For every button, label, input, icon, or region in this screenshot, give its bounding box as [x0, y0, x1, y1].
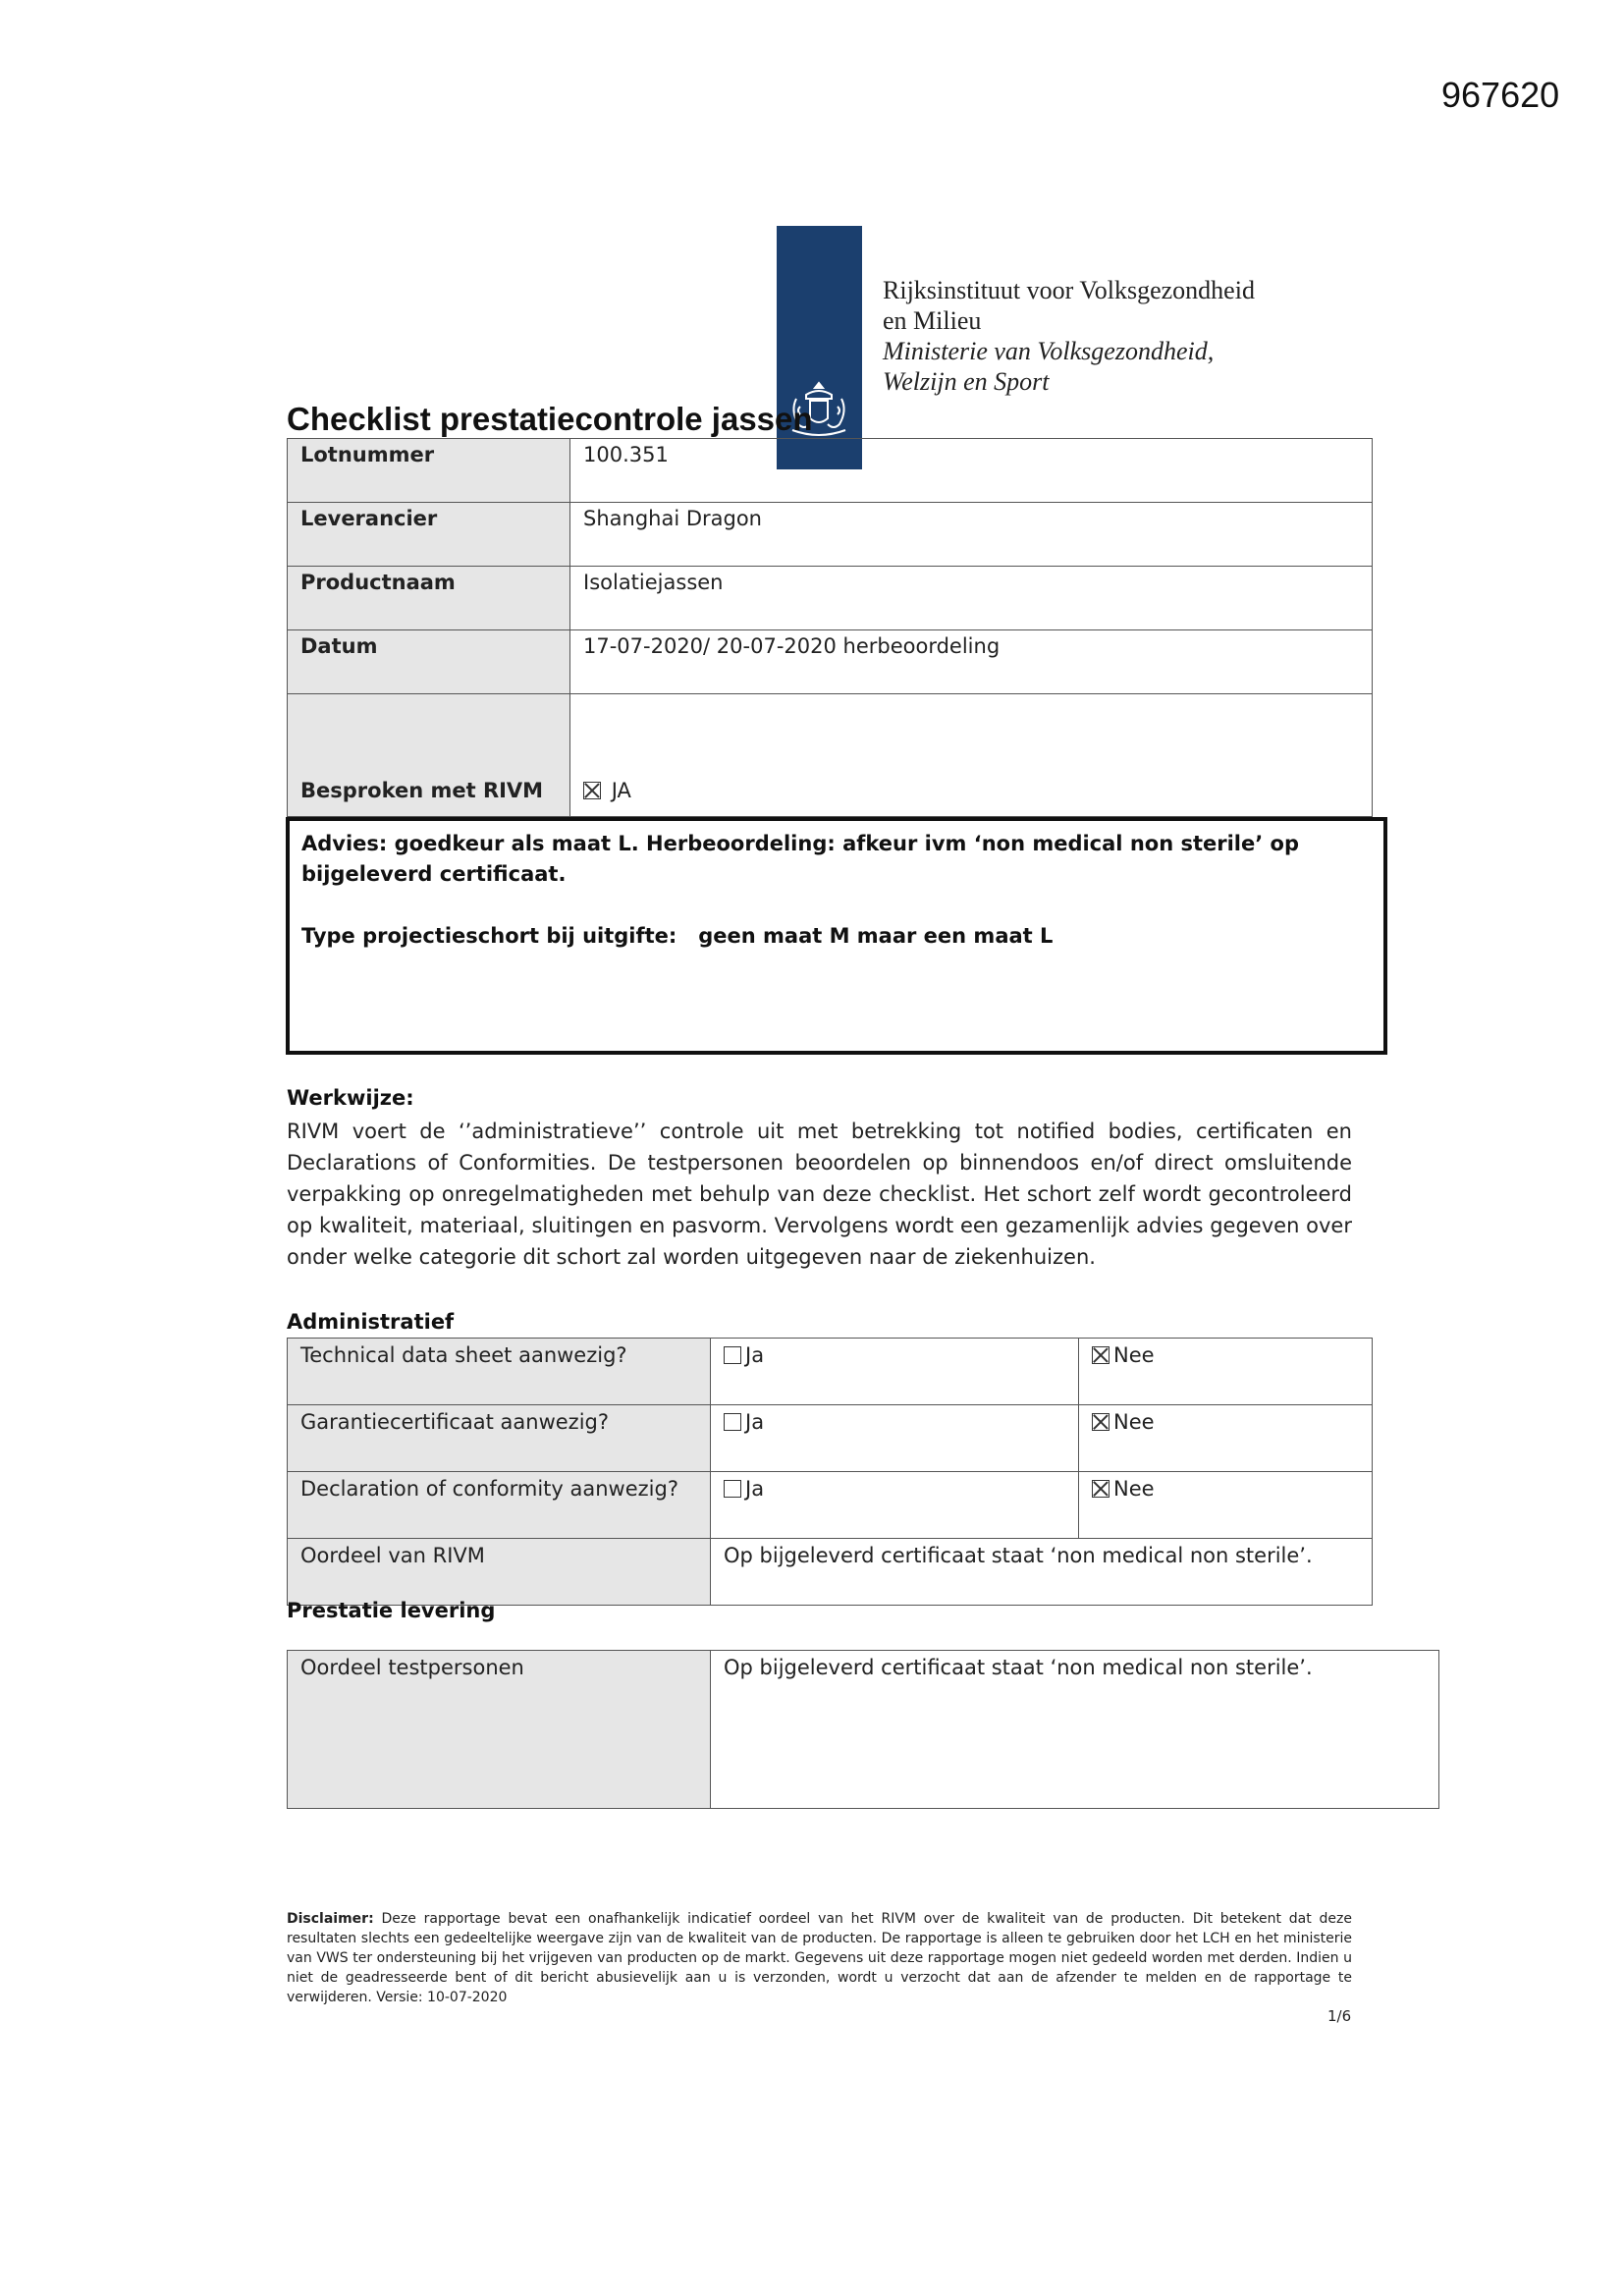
ja-option	[711, 1339, 1079, 1405]
table-row	[288, 1539, 1373, 1606]
werkwijze-heading: Werkwijze:	[287, 1086, 414, 1110]
prestatie-table	[287, 1650, 1439, 1809]
type-value: geen maat M maar een maat L	[698, 924, 1054, 948]
type-label: Type projectieschort bij uitgifte:	[301, 924, 677, 948]
productnaam-label: Productnaam	[288, 567, 570, 630]
table-row	[288, 1472, 1373, 1539]
ja-label: Ja	[745, 1410, 765, 1434]
administratief-heading: Administratief	[287, 1310, 455, 1334]
org-line-1: Rijksinstituut voor Volksgezondheid	[883, 276, 1255, 304]
besproken-label: Besproken met RIVM	[288, 694, 570, 817]
product-info-table	[287, 438, 1373, 817]
prestatie-heading: Prestatie levering	[287, 1599, 496, 1622]
oordeel-rivm-value: Op bijgeleverd certificaat staat ‘non medical non sterile’.	[711, 1539, 1373, 1606]
lotnummer-label: Lotnummer	[288, 439, 570, 503]
table-row	[288, 630, 1373, 694]
nee-option	[1079, 1339, 1373, 1405]
advies-text: Advies: goedkeur als maat L. Herbeoordeling: afkeur ivm ‘non medical non sterile’ op bijgeleverd certificaat.	[301, 832, 1299, 886]
nee-label: Nee	[1113, 1477, 1155, 1501]
table-row	[288, 567, 1373, 630]
ja-label: Ja	[745, 1477, 765, 1501]
org-line-3: Ministerie van Volksgezondheid,	[883, 337, 1215, 365]
advies-box	[286, 817, 1387, 1055]
leverancier-value: Shanghai Dragon	[570, 503, 1373, 567]
checked-checkbox-icon	[1092, 1413, 1110, 1431]
page-title: Checklist prestatiecontrole jassen	[287, 401, 813, 437]
lotnummer-value: 100.351	[570, 439, 1373, 503]
page-number: 1/6	[1327, 2007, 1352, 2025]
table-row	[288, 1339, 1373, 1405]
ja-option	[711, 1472, 1079, 1539]
table-row	[288, 1651, 1439, 1809]
oordeel-testpersonen-value: Op bijgeleverd certificaat staat ‘non medical non sterile’.	[711, 1651, 1439, 1809]
administratief-table	[287, 1338, 1373, 1606]
table-row	[288, 694, 1373, 817]
nee-option	[1079, 1405, 1373, 1472]
organization-name	[883, 275, 1255, 397]
nee-option	[1079, 1472, 1373, 1539]
productnaam-value: Isolatiejassen	[570, 567, 1373, 630]
disclaimer-label: Disclaimer:	[287, 1911, 374, 1927]
besproken-value	[570, 694, 1373, 817]
werkwijze-text: RIVM voert de ‘’administratieve’’ controle uit met betrekking tot notified bodies, certificaten en Declarations of Conformities. De testpersonen beoordelen op binnendoos en/of direct omsluitende verpakking op onregelmatigheden met behulp van deze checklist. Het schort zelf wordt gecontroleerd op kwaliteit, materiaal, sluitingen en pasvorm. Vervolgens wordt een gezamenlijk advies gegeven over onder welke categorie dit schort zal worden uitgegeven naar de ziekenhuizen.	[287, 1120, 1352, 1269]
disclaimer-text: Deze rapportage bevat een onafhankelijk indicatief oordeel van het RIVM over de kwaliteit van de producten. Dit betekent dat deze resultaten slechts een gedeeltelijke weergave zijn van de kwaliteit van de producten. De rapportage is alleen te gebruiken door het LCH en het ministerie van VWS ter ondersteuning bij het vrijgeven van producten op de markt. Gegevens uit deze rapportage mogen niet gedeeld worden met derden. Indien u niet de geadresseerde bent of dit bericht abusievelijk aan u is verzonden, wordt u verzocht dat aan de afzender te melden en de rapportage te verwijderen. Versie: 10-07-2020	[287, 1911, 1352, 2005]
nee-label: Nee	[1113, 1343, 1155, 1367]
ja-option	[711, 1405, 1079, 1472]
checked-checkbox-icon	[583, 782, 601, 799]
ja-label: Ja	[745, 1343, 765, 1367]
table-row	[288, 503, 1373, 567]
type-projectieschort	[301, 921, 1372, 952]
oordeel-testpersonen-label: Oordeel testpersonen	[288, 1651, 711, 1809]
org-line-2: en Milieu	[883, 306, 982, 335]
unchecked-checkbox-icon	[724, 1346, 741, 1364]
checked-checkbox-icon	[1092, 1346, 1110, 1364]
garantiecertificaat-label: Garantiecertificaat aanwezig?	[288, 1405, 711, 1472]
table-row	[288, 1405, 1373, 1472]
checked-checkbox-icon	[1092, 1480, 1110, 1498]
leverancier-label: Leverancier	[288, 503, 570, 567]
org-line-4: Welzijn en Sport	[883, 367, 1050, 396]
unchecked-checkbox-icon	[724, 1480, 741, 1498]
technical-data-sheet-label: Technical data sheet aanwezig?	[288, 1339, 711, 1405]
unchecked-checkbox-icon	[724, 1413, 741, 1431]
document-id: 967620	[1441, 75, 1560, 115]
datum-value: 17-07-2020/ 20-07-2020 herbeoordeling	[570, 630, 1373, 694]
table-row	[288, 439, 1373, 503]
datum-label: Datum	[288, 630, 570, 694]
declaration-of-conformity-label: Declaration of conformity aanwezig?	[288, 1472, 711, 1539]
nee-label: Nee	[1113, 1410, 1155, 1434]
besproken-value-text: JA	[611, 779, 631, 802]
oordeel-rivm-label: Oordeel van RIVM	[288, 1539, 711, 1606]
disclaimer	[287, 1909, 1352, 2007]
